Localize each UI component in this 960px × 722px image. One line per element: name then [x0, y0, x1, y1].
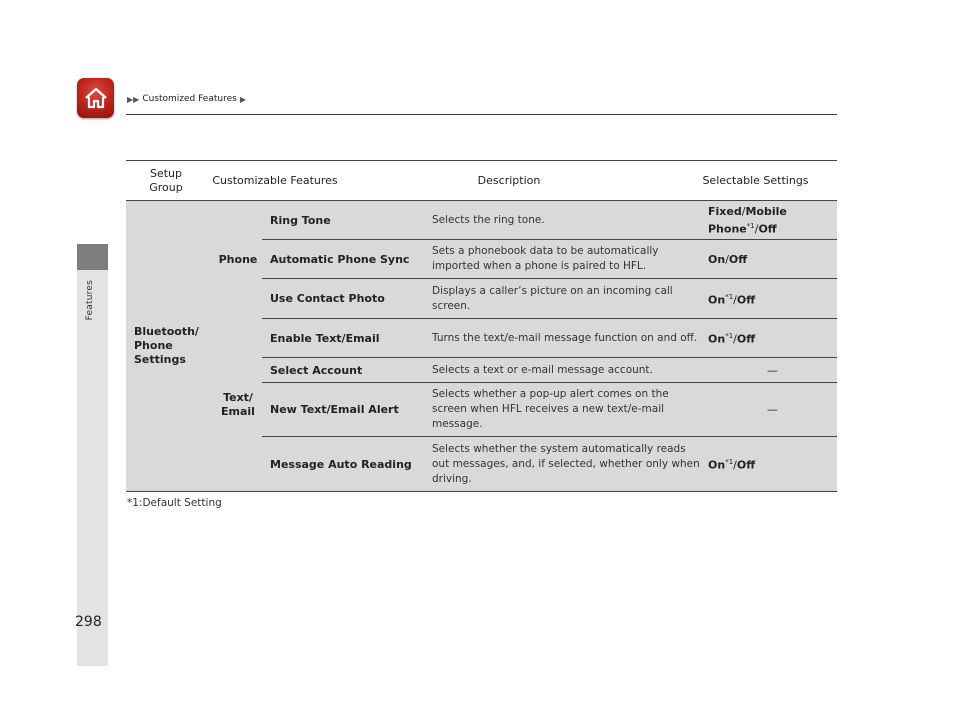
setup-group-label: Bluetooth/ Phone Settings: [134, 325, 199, 366]
feature-settings: [708, 252, 837, 267]
feature-name: Automatic Phone Sync: [270, 252, 410, 266]
setting-option: Off: [736, 332, 756, 346]
table-row: [262, 279, 837, 319]
setting-option: Off: [736, 458, 756, 472]
breadcrumb-arrow-icon: ▶: [239, 94, 246, 104]
setting-separator: /: [733, 293, 737, 307]
setting-option: On: [708, 252, 726, 266]
header-rule: [126, 114, 837, 115]
feature-name: Message Auto Reading: [270, 457, 412, 471]
feature-settings: —: [767, 363, 778, 377]
setting-option: Fixed: [708, 204, 742, 218]
feature-description: Sets a phonebook data to be automatically imported when a phone is paired to HFL.: [432, 245, 659, 272]
setting-separator: /: [754, 222, 759, 236]
table-row: [262, 240, 837, 279]
feature-settings: —: [767, 403, 778, 416]
feature-description: Selects whether a pop-up alert comes on the screen when HFL receives a new text/e-mail message.: [432, 388, 669, 430]
feature-description: Turns the text/e-mail message function on and off.: [432, 331, 698, 344]
breadcrumb-arrow-icon: ▶▶: [127, 94, 140, 104]
feature-settings: [708, 290, 837, 308]
table-row: [262, 319, 837, 358]
setting-separator: /: [725, 252, 729, 266]
feature-description: Displays a caller’s picture on an incoming call screen.: [432, 284, 673, 312]
feature-settings: [708, 204, 837, 237]
feature-name: Ring Tone: [270, 213, 331, 227]
setting-option: Mobile Phone: [708, 204, 787, 236]
sidebar: [77, 74, 108, 604]
breadcrumb[interactable]: [127, 94, 246, 104]
header-setup-group: Setup Group: [149, 166, 183, 194]
setting-option: Off: [728, 252, 748, 266]
subgroup-phone: [206, 201, 270, 318]
table-row: [262, 358, 837, 383]
page-number: 298: [75, 614, 102, 630]
setting-option: On: [708, 458, 726, 472]
settings-table: [126, 160, 837, 492]
setting-separator: /: [733, 458, 737, 472]
setting-option: Off: [758, 222, 777, 236]
feature-name: Use Contact Photo: [270, 292, 385, 305]
table-row: [262, 201, 837, 240]
table-row: [262, 437, 837, 491]
header-description: Description: [477, 173, 541, 187]
feature-settings: [708, 455, 837, 473]
header-customizable-features: Customizable Features: [212, 173, 338, 187]
setting-option: Off: [736, 293, 756, 307]
subgroup-text-email: [206, 318, 270, 491]
header-selectable-settings: Selectable Settings: [702, 173, 809, 187]
section-tab-label: Features: [85, 280, 95, 321]
feature-settings: [708, 329, 837, 347]
default-marker: *1: [725, 292, 734, 301]
feature-name: New Text/Email Alert: [270, 403, 399, 416]
home-icon: [83, 86, 109, 110]
setting-separator: /: [733, 332, 737, 346]
default-marker: *1: [746, 221, 755, 230]
default-marker: *1: [725, 458, 734, 467]
section-tab-strip: [77, 270, 108, 666]
subgroup-label: Text/ Email: [221, 390, 255, 418]
default-marker: *1: [725, 332, 734, 341]
table-row: [262, 383, 837, 437]
feature-description: Selects the ring tone.: [432, 213, 545, 226]
setting-separator: /: [741, 204, 746, 218]
subgroup-label: Phone: [218, 252, 258, 266]
feature-description: Selects whether the system automatically reads out messages, and, if selected, whether only when driving.: [432, 442, 700, 485]
home-button[interactable]: [77, 78, 114, 118]
table-body: [126, 201, 837, 492]
table-header: [126, 161, 837, 201]
breadcrumb-text: Customized Features: [142, 94, 237, 104]
section-tab-marker: [77, 244, 108, 270]
setup-group-cell: [126, 201, 206, 491]
setting-option: On: [708, 293, 726, 307]
feature-name: Select Account: [270, 363, 363, 377]
feature-name: Enable Text/Email: [270, 331, 380, 345]
footnote: *1:Default Setting: [127, 497, 222, 509]
feature-description: Selects a text or e-mail message account.: [432, 363, 653, 376]
setting-option: On: [708, 332, 726, 346]
